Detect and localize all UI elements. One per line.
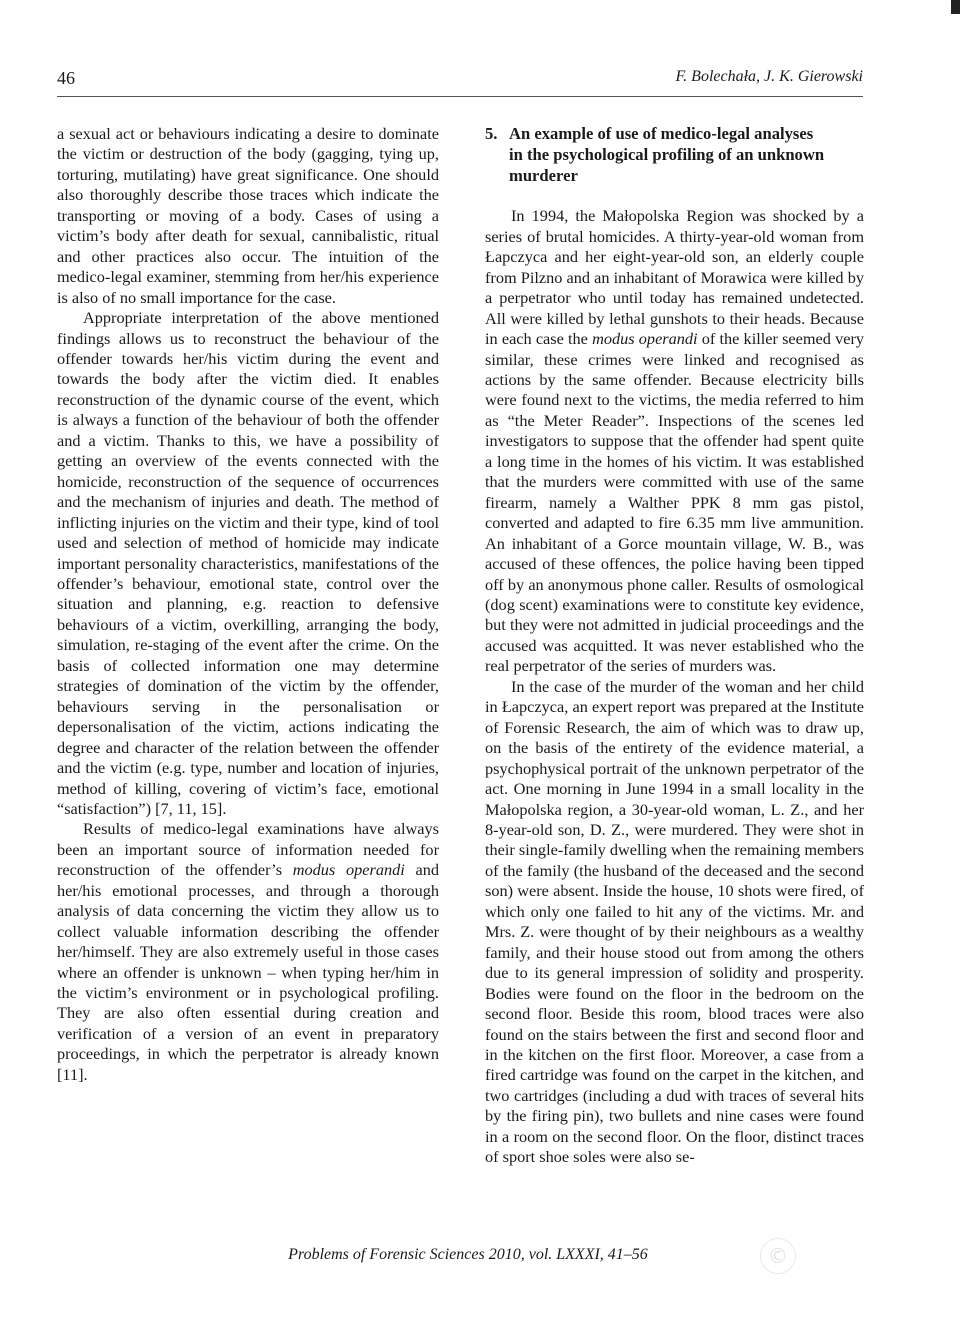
paragraph-text: of the killer seemed very similar, these crimes were linked and recognised as actions by the same offender. Because electricity bills were found next to the victims, the media referred to him as “the Meter Reader”. Inspections of the scenes led investigators to suppose that the offender had spent quite a long time in the homes of his victim. It was established that the murders were committed with use of the same firearm, namely a Walther PPK 8 mm gas pistol, converted and adapted to fire 6.35 mm live ammunition. An inhabitant of a Gorce mountain village, W. B., was accused of these offences, the police having been tipped off by an anonymous phone caller. Results of osmological (dog scent) examinations were to constitute key evidence, but they were not admitted in judicial proceedings and the accused was acquitted. It was never established who the real perpetrator of the series of murders was. bbox=[485, 329, 865, 676]
paragraph bbox=[57, 819, 439, 1085]
paragraph-text: Results of medico-legal examinations have always been an important source of information needed for reconstruction of the offender’s bbox=[57, 819, 439, 880]
section-heading bbox=[485, 124, 864, 186]
italic-term: modus operandi bbox=[292, 860, 405, 880]
paragraph: In the case of the murder of the woman and her child in Łapczyca, an expert report was prepared at the Institute of Forensic Research, the aim of which was to draw up, on the basis of the entirety of the evidence material, a psychophysical portrait of the unknown perpetrator of the act. One morning in June 1994 in a small locality in the Małopolska region, a 30-year-old woman, L. Z., and her 8-year-old son, D. Z., were murdered. They were shot in their single-family dwelling when the remaining members of the family (the husband of the deceased and the second son) were absent. Inside the house, 10 shots were fired, of which only one failed to hit any of the victims. Mr. and Mrs. Z. were thought of by their neighbours as a wealthy family, and their house stood out from among the others due to its general impression of solidity and prosperity. Bodies were found on the floor in the bedroom on the second floor. Beside this room, blood traces were also found on the stairs between the first and second floor and in the kitchen on the first floor. Moreover, a case from a fired cartridge was found on the carpet in the kitchen, and two cartridges (including a dud with traces of several hits by the firing pin), two bullets and nine cases were found in a room on the second floor. On the floor, distinct traces of sport shoe soles were also se- bbox=[485, 676, 864, 1167]
page-corner-mark bbox=[951, 0, 960, 14]
section-heading-line: in the psychological profiling of an unknown bbox=[509, 144, 825, 164]
publisher-logo-icon: © bbox=[760, 1238, 796, 1274]
paragraph: Appropriate interpretation of the above mentioned findings allows us to reconstruct the behaviour of the offender towards her/his victim during the event and towards the body after the victim died. It enables reconstruction of the dynamic course of the event, which is always a function of the behaviour of both the offender and a victim. Thanks to this, we have a possibility of getting an overview of the events connected with the homicide, reconstruction of the sequence of occurrences and the mechanism of injuries and death. The method of inflicting injuries on the victim and their type, kind of tool used and selection of method of homicide may indicate important personality characteristics, manifestations of the offender’s behaviour, emotional state, control over the situation and planning, e.g. reaction to defensive behaviours of a victim, overkilling, arranging the body, simulation, re-staging of the event after the crime. On the basis of collected information one may determine strategies of domination of the victim by the offender, behaviours serving in the personalisation or depersonalisation of the victim, actions indicating the degree and character of the relation between the offender and the victim (e.g. type, number and location of injuries, method of killing, covering of victim’s face, emotional “satisfaction”) [7, 11, 15]. bbox=[57, 308, 439, 818]
page-footer bbox=[0, 1246, 960, 1264]
running-head-authors: F. Bolechała, J. K. Gierowski bbox=[675, 68, 863, 85]
section-heading-line: murderer bbox=[509, 165, 578, 185]
section-number: 5. bbox=[485, 124, 498, 143]
paragraph-text: and her/his emotional processes, and through a thorough analysis of data concerning the victim they allow us to collect valuable information describing the offender her/himself. They are also extremely useful in those cases where an offender is unknown – when typing her/him in the victim’s environment or in psychological profiling. They are also often essential during creation and verification of a version of an event in preparatory proceedings, in which the perpetrator is already known [11]. bbox=[57, 860, 440, 1084]
left-column bbox=[57, 124, 439, 1085]
header-rule bbox=[57, 96, 863, 97]
paragraph: a sexual act or behaviours indicating a desire to dominate the victim or destruction of the body (gagging, tying up, torturing, mutilating) have great significance. One should also thoroughly describe those traces which indicate the transporting or moving of a body. Cases of using a victim’s body after death for sexual, cannibalistic, ritual and other practices also occur. The intuition of the medico-legal examiner, stemming from her/his experience is also of no small importance for the case. bbox=[57, 124, 439, 307]
page-number: 46 bbox=[57, 68, 75, 88]
paragraph-text: In 1994, the Małopolska Region was shocked by a series of brutal homicides. A thirty-year-old woman from Łapczyca and her eight-year-old son, an elderly couple from Pilzno and an inhabitant of Morawica were killed by a perpetrator who until today has remained undetected. All were killed by lethal gunshots to their heads. Because in each case the bbox=[485, 206, 864, 349]
italic-term: modus operandi bbox=[592, 329, 698, 349]
section-heading-line: An example of use of medico-legal analyses bbox=[509, 124, 814, 143]
right-column bbox=[485, 124, 864, 1168]
page-header bbox=[57, 68, 863, 92]
journal-citation: Problems of Forensic Sciences 2010, vol. LXXXI, 41–56 bbox=[288, 1246, 648, 1263]
paragraph bbox=[485, 206, 864, 676]
